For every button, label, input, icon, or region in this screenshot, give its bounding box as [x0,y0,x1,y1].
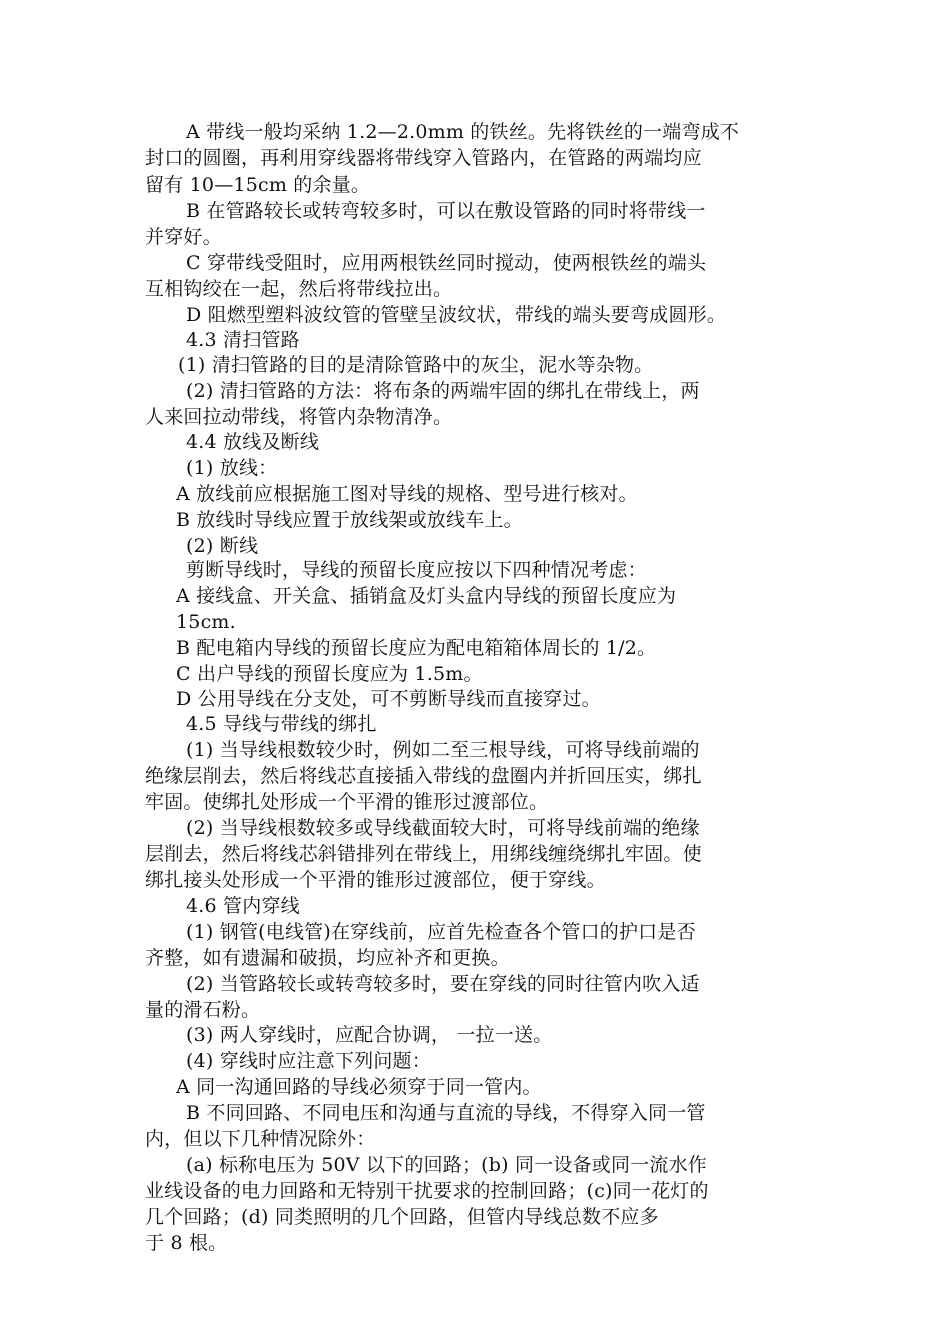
text-line: (1) 清扫管路的目的是清除管路中的灰尘，泥水等杂物。 [178,354,654,376]
text-line: (2) 当导线根数较多或导线截面较大时，可将导线前端的绝缘 [186,817,700,839]
section-heading: 4.4 放线及断线 [186,431,320,453]
text-line: 齐整，如有遗漏和破损，均应补齐和更换。 [145,947,510,969]
text-line: 几个回路；(d) 同类照明的几个回路，但管内导线总数不应多 [145,1206,659,1228]
section-heading: 4.3 清扫管路 [186,329,300,351]
text-line: A 带线一般均采纳 1.2—2.0mm 的铁丝。先将铁丝的一端弯成不 [186,121,740,143]
text-line: (1) 钢管(电线管)在穿线前，应首先检查各个管口的护口是否 [186,921,696,943]
text-line: B 在管路较长或转弯较多时，可以在敷设管路的同时将带线一 [186,200,706,222]
text-line: C 出户导线的预留长度应为 1.5m。 [176,663,483,685]
text-line: 层削去，然后将线芯斜错排列在带线上，用绑线缠绕绑扎牢固。使 [145,843,702,865]
text-line: A 放线前应根据施工图对导线的规格、型号进行核对。 [176,483,638,505]
text-line: (1) 当导线根数较少时，例如二至三根导线，可将导线前端的 [186,739,700,761]
text-line: (1) 放线： [186,457,278,479]
section-heading: 4.5 导线与带线的绑扎 [186,713,377,735]
text-line: 于 8 根。 [145,1232,228,1254]
text-line: 绝缘层削去，然后将线芯直接插入带线的盘圈内并折回压实，绑扎 [145,765,702,787]
text-line: 牢固。使绑扎处形成一个平滑的锥形过渡部位。 [145,791,549,813]
text-line: 15cm. [176,611,236,633]
text-line: B 配电箱内导线的预留长度应为配电箱箱体周长的 1/2。 [176,637,657,659]
text-line: B 不同回路、不同电压和沟通与直流的导线，不得穿入同一管 [186,1102,706,1124]
text-line: 量的滑石粉。 [145,999,261,1021]
text-line: (4) 穿线时应注意下列问题： [186,1050,431,1072]
text-line: 留有 10—15cm 的余量。 [145,174,371,196]
text-line: D 公用导线在分支处，可不剪断导线而直接穿过。 [176,688,601,710]
text-line: (2) 清扫管路的方法：将布条的两端牢固的绑扎在带线上，两 [186,380,700,402]
text-line: 剪断导线时，导线的预留长度应按以下四种情况考虑： [186,559,647,581]
section-heading: 4.6 管内穿线 [186,895,300,917]
text-line: 并穿好。 [145,226,222,248]
text-line: D 阻燃型塑料波纹管的管壁呈波纹状，带线的端头要弯成圆形。 [186,304,727,326]
text-line: (a) 标称电压为 50V 以下的回路；(b) 同一设备或同一流水作 [186,1154,707,1176]
text-line: (2) 当管路较长或转弯较多时，要在穿线的同时往管内吹入适 [186,973,700,995]
text-line: A 同一沟通回路的导线必须穿于同一管内。 [176,1076,542,1098]
text-line: 互相钩绞在一起，然后将带线拉出。 [145,278,453,300]
text-line: C 穿带线受阻时，应用两根铁丝同时搅动，使两根铁丝的端头 [186,252,707,274]
text-line: 业线设备的电力回路和无特别干扰要求的控制回路；(c)同一花灯的 [145,1180,709,1202]
text-line: 人来回拉动带线，将管内杂物清净。 [145,406,453,428]
text-line: 绑扎接头处形成一个平滑的锥形过渡部位，便于穿线。 [145,869,606,891]
text-line: (3) 两人穿线时，应配合协调， 一拉一送。 [186,1024,553,1046]
text-line: 内，但以下几种情况除外： [145,1128,376,1150]
text-line: B 放线时导线应置于放线架或放线车上。 [176,509,523,531]
text-line: A 接线盒、开关盒、插销盒及灯头盒内导线的预留长度应为 [176,585,677,607]
text-line: 封口的圆圈，再利用穿线器将带线穿入管路内，在管路的两端均应 [145,147,702,169]
text-line: (2) 断线 [186,535,259,557]
